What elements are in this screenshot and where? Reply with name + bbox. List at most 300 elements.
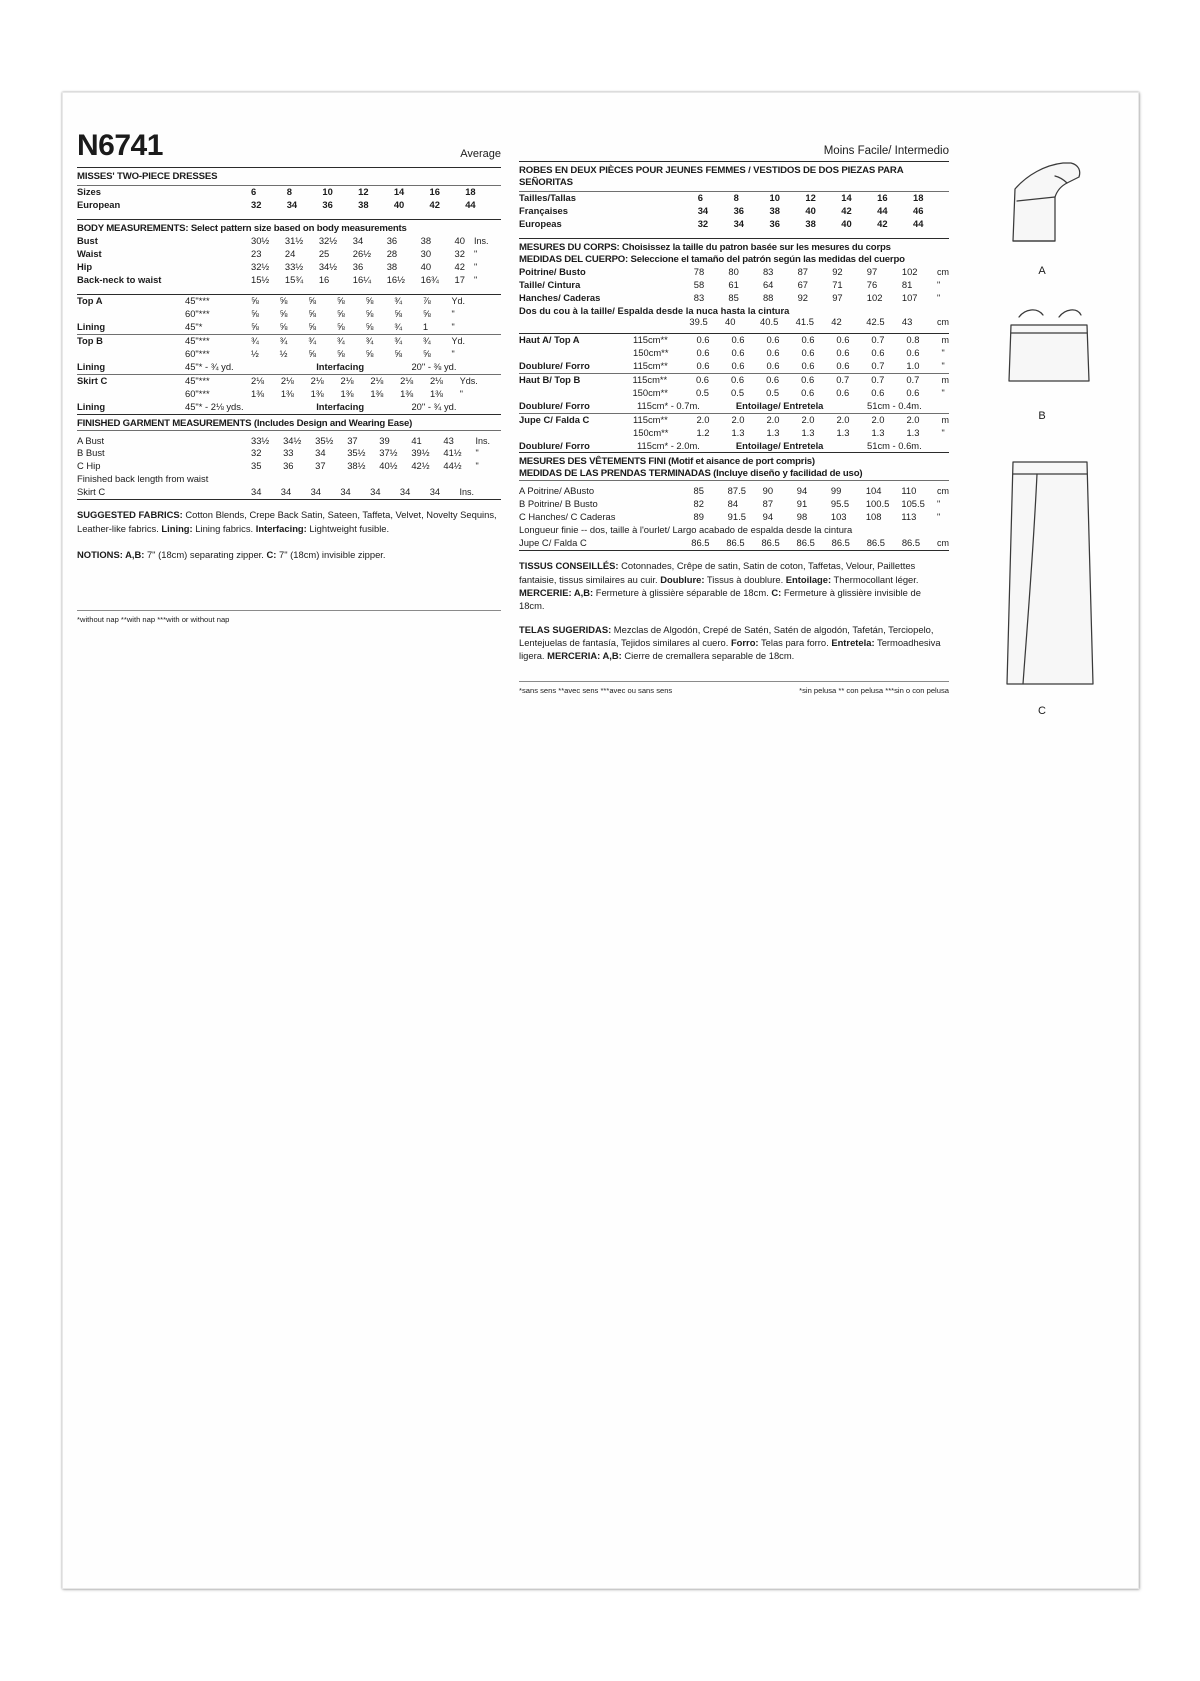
num-cell: 23 — [251, 247, 262, 259]
n2-cell: 36 — [769, 217, 780, 229]
table-row — [519, 387, 949, 400]
num-cell: 36 — [386, 234, 398, 246]
lining-b-row-fr-es — [519, 400, 949, 413]
finished-measurements-title-en: FINISHED GARMENT MEASUREMENTS (Includes Design and Wearing Ease) — [77, 417, 413, 429]
lbl2-cell — [519, 427, 633, 440]
lbl2n-cell: Jupe C/ Falda C — [519, 537, 587, 549]
lbl2-cell: Tailles/Tallas — [519, 191, 576, 203]
n2-cell: 1.3 — [801, 426, 815, 438]
num-cell: ⅝ — [422, 347, 431, 359]
n2-cell: 87 — [762, 498, 774, 510]
lbl-n-cell: A Bust — [77, 434, 105, 446]
n2-cell: 0.6 — [766, 346, 780, 358]
n2-cell: 0.6 — [906, 346, 920, 358]
view-a-label: A — [1038, 265, 1046, 277]
w-cell — [185, 435, 251, 448]
n2-cell: 2.0 — [731, 413, 745, 425]
body-measurements-table-fr-es — [519, 266, 949, 305]
num-cell: 42 — [429, 198, 440, 210]
w-cell — [634, 192, 697, 205]
table-row — [519, 414, 949, 427]
num-cell: 40 — [420, 260, 432, 272]
lining-label-es: Forro: — [730, 637, 759, 649]
table-row — [519, 192, 949, 205]
spacer — [519, 231, 949, 238]
num-cell: 37 — [315, 460, 326, 472]
n2-cell: 38 — [805, 217, 816, 229]
n2-cell: 16 — [877, 191, 888, 203]
n2-cell: 1.3 — [836, 426, 850, 438]
lbl-cell — [77, 308, 185, 321]
table-row — [519, 537, 949, 550]
n2-cell: 0.6 — [871, 346, 885, 358]
num-cell: 34 — [310, 486, 321, 498]
num-cell: 34 — [251, 486, 262, 498]
n2-cell: 0.6 — [766, 333, 780, 345]
difficulty-label-fr-es: Moins Facile/ Intermedio — [823, 145, 949, 157]
num-cell: 2⅛ — [429, 374, 444, 386]
table-row — [77, 308, 501, 321]
n2-cell: 82 — [693, 498, 704, 510]
num-cell: 25 — [318, 247, 330, 259]
unit-cell: Yd. — [451, 335, 465, 346]
notions-text-es: Cierre de cremallera separable de 18cm. — [621, 650, 795, 662]
table-row — [77, 248, 501, 261]
n2-cell: 1.3 — [871, 426, 885, 438]
back-neck-table-fr-es — [519, 316, 949, 329]
n2-cell: 107 — [901, 291, 918, 303]
n2-cell: 0.7 — [871, 373, 885, 385]
num-cell: 43 — [443, 434, 454, 446]
num-cell: 16 — [318, 273, 330, 285]
num-cell: 40½ — [379, 460, 398, 472]
english-column — [77, 131, 501, 717]
unit-cell: Yd. — [451, 295, 465, 306]
view-a-art-block — [967, 153, 1117, 277]
num-cell: 39½ — [411, 447, 430, 459]
notions-label-fr: MERCERIE: A,B: — [519, 587, 594, 598]
n2-cell: 0.6 — [696, 346, 710, 358]
back-length-table-fr-es — [519, 537, 949, 550]
n2-cell: 108 — [865, 511, 882, 523]
num-cell: 32½ — [251, 260, 270, 272]
w-cell: 115cm* - 0.7m. — [637, 399, 700, 411]
num-cell: 38 — [420, 234, 432, 246]
n2-cell: 0.6 — [801, 373, 815, 385]
num-cell: 16¾ — [420, 273, 439, 285]
pattern-title-en: MISSES' TWO-PIECE DRESSES — [77, 171, 218, 182]
n2-cell: 2.0 — [906, 413, 920, 425]
num-cell: 37½ — [379, 447, 398, 459]
n2-cell: 94 — [796, 485, 808, 497]
garment-view-b-icon — [967, 303, 1117, 403]
num-cell: ⅝ — [394, 307, 403, 319]
back-length-table-en — [77, 486, 501, 499]
n2-cell: 42.5 — [866, 315, 885, 327]
n2-cell: 43 — [901, 315, 913, 327]
n2-cell: 14 — [841, 191, 852, 203]
yardage-table-b-en — [77, 335, 501, 361]
lbl2-cell: Doublure/ Forro — [519, 439, 590, 451]
n2-cell: 78 — [693, 265, 705, 277]
n2-cell: 88 — [762, 291, 774, 303]
lbl-cell: Lining — [77, 360, 106, 372]
num-cell: ⅝ — [308, 320, 317, 332]
num-cell: ⅝ — [251, 294, 259, 306]
lining-c-row-en — [77, 401, 501, 414]
num-cell: 1⅜ — [429, 387, 444, 399]
num-cell: 34 — [352, 234, 364, 246]
w-cell — [185, 486, 251, 499]
unit-cell: cm — [937, 316, 949, 327]
table-row — [77, 388, 501, 401]
num-cell: 2⅛ — [310, 374, 324, 386]
n2-cell: 41.5 — [795, 315, 814, 327]
notions-label-c-fr: C: — [771, 587, 782, 598]
n2-cell: 92 — [832, 265, 843, 277]
num-cell: 15½ — [251, 273, 270, 285]
num-cell: 34½ — [283, 434, 302, 446]
interfacing-label-en: Interfacing: — [255, 522, 307, 534]
table-row — [519, 511, 949, 524]
footnotes-fr-es — [519, 686, 949, 696]
num-cell: ¾ — [422, 334, 431, 346]
notions-text-en: 7" (18cm) separating zipper. — [144, 549, 267, 561]
n2-cell: 44 — [877, 204, 888, 216]
num-cell: 16½ — [386, 273, 405, 285]
table-row — [77, 321, 501, 334]
table-row — [77, 199, 501, 212]
lbl2-cell — [519, 347, 633, 360]
lining-row — [77, 401, 501, 414]
n2-cell: 0.7 — [906, 373, 920, 385]
n2-cell: 90 — [762, 485, 774, 497]
num-cell: 35½ — [315, 434, 334, 446]
n2-cell: 86.5 — [831, 537, 850, 549]
table-row — [77, 348, 501, 361]
num-cell: 34 — [315, 447, 326, 459]
n2-cell: 0.6 — [731, 333, 745, 345]
w-cell: 115cm** — [632, 373, 668, 385]
lbl-cell — [77, 388, 185, 401]
num-cell: 42 — [454, 260, 465, 272]
unit-cell: " — [473, 248, 478, 259]
unit-cell: " — [451, 348, 455, 359]
lining-text-fr: Tissus à doublure. — [704, 573, 786, 585]
suggested-fabrics-en — [77, 508, 501, 535]
lining-label-en: Lining: — [161, 522, 193, 534]
n2-cell: 83 — [693, 291, 705, 303]
num-cell: 39 — [379, 434, 390, 446]
w-cell: 45"*** — [185, 334, 210, 346]
n2-cell: 0.7 — [871, 333, 885, 345]
unit-cell: Ins. — [473, 235, 489, 246]
num-cell: ⅝ — [279, 294, 288, 306]
lbl-cell: Hip — [77, 260, 93, 272]
w-cell: 150cm** — [633, 346, 669, 358]
footnotes-es: *sin pelusa ** con pelusa ***sin o con pelusa — [799, 685, 949, 695]
table-row — [77, 274, 501, 287]
suggested-fabrics-fr — [519, 559, 949, 612]
num-cell: ¾ — [365, 334, 374, 346]
n2-cell: 71 — [832, 278, 843, 290]
num-cell: ⅝ — [336, 320, 345, 332]
unit-cell: " — [475, 461, 479, 472]
interfacing-label-es: Entretela: — [831, 637, 875, 649]
num-cell: Entoilage/ Entretela — [735, 399, 824, 411]
lbl2n-cell: C Hanches/ C Caderas — [519, 511, 616, 523]
lbl-cell: Skirt C — [77, 374, 108, 386]
n2-cell: 87.5 — [727, 485, 746, 497]
lbl-cell: Top B — [77, 334, 103, 346]
num-cell: 38 — [386, 260, 398, 272]
finished-measurements-title-es: MEDIDAS DE LAS PRENDAS TERMINADAS (Incluye diseño y facilidad de uso) — [519, 468, 863, 480]
num-cell: 10 — [322, 185, 333, 197]
table-row — [77, 460, 501, 473]
n2-cell: 10 — [769, 191, 780, 203]
num-cell: ⅞ — [422, 294, 431, 306]
w-cell: 150cm** — [632, 386, 668, 398]
num-cell: 32½ — [318, 234, 338, 246]
table-row — [77, 235, 501, 248]
divider — [77, 610, 501, 611]
n2-cell: 42 — [831, 315, 842, 327]
table-row — [519, 334, 949, 347]
n2-cell: 40 — [841, 217, 852, 229]
yardage-table-en — [77, 295, 501, 334]
n2-cell: 85 — [693, 485, 704, 497]
notions-label-es: MERCERIA: A,B: — [547, 650, 622, 662]
n2-cell: 39.5 — [689, 315, 708, 327]
n2-cell: 42 — [841, 204, 852, 216]
notions-text-c-fr: Fermeture à glissière invisible de 18cm. — [519, 587, 921, 612]
n2-cell: 34 — [733, 217, 745, 229]
n2-cell: 0.5 — [766, 386, 780, 398]
w-cell — [185, 186, 251, 199]
w-cell — [634, 292, 694, 305]
n2-cell: 12 — [805, 191, 816, 203]
w-cell: 60"*** — [185, 347, 210, 359]
num-cell: 33½ — [251, 434, 270, 446]
table-row — [519, 427, 949, 440]
n2-cell: 44 — [913, 217, 924, 229]
num-cell: 33 — [283, 447, 294, 459]
num-cell: 12 — [358, 185, 369, 197]
lining-b-row-en — [77, 361, 501, 374]
unit-cell: " — [941, 427, 945, 438]
w-cell: 115cm** — [633, 413, 668, 425]
table-row — [77, 447, 501, 460]
num-cell: Interfacing — [316, 400, 365, 412]
w-cell: 45"* - 2⅛ yds. — [185, 400, 244, 412]
table-row — [77, 295, 501, 308]
w-cell — [185, 261, 251, 274]
num-cell: 2⅛ — [370, 374, 384, 386]
spacer — [519, 663, 949, 681]
n2-cell: 80 — [728, 265, 739, 277]
table-row — [519, 316, 949, 329]
n2-cell: 0.6 — [695, 373, 710, 385]
num-cell: 30 — [420, 247, 432, 259]
n2-cell: 0.6 — [731, 359, 745, 371]
num-cell: 38½ — [347, 460, 366, 472]
w-cell — [185, 235, 251, 248]
table-row — [519, 292, 949, 305]
n2-cell: 2.0 — [801, 413, 815, 425]
n2-cell: 0.6 — [801, 333, 815, 345]
table-row — [77, 435, 501, 448]
num-cell: 44 — [465, 198, 476, 210]
num-cell: ¾ — [308, 334, 317, 346]
n2-cell: 1.2 — [696, 426, 710, 438]
lbl-cell: Lining — [77, 320, 106, 332]
n2-cell: 95.5 — [830, 498, 850, 510]
fabrics-text-fr: Cotonnades, Crêpe de satin, Satin de coton, Taffetas, Velour, Paillettes fantaisie, tissus similaires au cuir. — [519, 560, 916, 585]
n2-cell: 40 — [805, 204, 816, 216]
num-cell: ½ — [279, 347, 288, 359]
table-row — [519, 205, 949, 218]
unit-cell: m — [941, 374, 949, 385]
divider — [519, 681, 949, 682]
unit-cell: " — [459, 388, 463, 399]
finished-measurements-title-fr: MESURES DES VÊTEMENTS FINI (Motif et aisance de port compris) — [519, 456, 815, 468]
w-cell: 60"*** — [185, 387, 210, 399]
w-cell — [635, 498, 694, 511]
w-cell — [185, 274, 251, 287]
num-cell: 35 — [251, 460, 262, 472]
num-cell: 20" - ⅜ yd. — [411, 360, 457, 372]
lbl2-cell: Taille/ Cintura — [519, 278, 581, 290]
unit-cell: " — [473, 261, 478, 272]
num-cell: ¾ — [394, 334, 403, 346]
num-cell: 1⅜ — [251, 387, 265, 399]
w-cell — [634, 218, 697, 231]
n2-cell: 86.5 — [726, 537, 745, 549]
unit-cell: cm — [937, 538, 949, 549]
n2-cell: 0.6 — [836, 346, 850, 358]
suggested-fabrics-es — [519, 623, 949, 663]
num-cell: ⅝ — [336, 307, 345, 319]
lbl2-cell: Françaises — [519, 204, 568, 216]
lbl-cell — [77, 348, 185, 361]
w-cell: 115cm** — [633, 333, 668, 345]
num-cell: 1⅜ — [340, 387, 354, 399]
unit-cell: " — [451, 321, 455, 332]
french-spanish-column — [519, 131, 949, 717]
n2-cell: 40 — [725, 315, 736, 327]
lbl2-cell: Doublure/ Forro — [519, 399, 590, 411]
n2-cell: 81 — [901, 278, 913, 290]
n2-cell: 0.6 — [801, 346, 815, 358]
table-row — [519, 347, 949, 360]
n2-cell: 1.0 — [906, 359, 920, 371]
notions-text-fr: Fermeture à glissière séparable de 18cm. — [593, 587, 772, 598]
table-row — [519, 498, 949, 511]
n2-cell: 100.5 — [865, 498, 890, 510]
w-cell: 45"* — [185, 320, 203, 332]
footnotes-en: *without nap **with nap ***with or without nap — [77, 615, 230, 625]
num-cell: 36 — [283, 460, 294, 472]
n2-cell: 102 — [901, 265, 918, 277]
num-cell: 1 — [422, 320, 429, 332]
footnotes-fr: *sans sens **avec sens ***avec ou sans sens — [519, 685, 673, 695]
w-cell: 45"*** — [185, 374, 210, 386]
n2-cell: 34 — [697, 204, 709, 216]
spacer — [77, 212, 501, 219]
w-cell: 115cm** — [633, 359, 668, 371]
skirt-table-fr-es — [519, 414, 949, 440]
n2-cell: 0.6 — [801, 359, 815, 371]
n2-cell: 110 — [901, 485, 917, 497]
lbl-n-cell: C Hip — [77, 460, 101, 472]
num-cell: Interfacing — [316, 360, 365, 372]
num-cell: ⅝ — [365, 294, 374, 306]
n2-cell: 0.6 — [731, 373, 745, 385]
num-cell: ¾ — [279, 334, 288, 346]
w-cell: 60"*** — [185, 307, 210, 319]
num-cell: ½ — [251, 347, 259, 359]
table-row — [77, 335, 501, 348]
num-cell: 1⅜ — [370, 387, 384, 399]
n2-cell: 0.6 — [766, 373, 780, 385]
unit-cell: " — [475, 448, 479, 459]
notions-label-c-en: C: — [266, 549, 277, 561]
num-cell: ⅝ — [251, 307, 259, 319]
pattern-envelope-back — [62, 92, 1139, 1589]
n2-cell: 102 — [866, 291, 883, 303]
num-cell: ⅝ — [365, 320, 374, 332]
num-cell: 32 — [251, 447, 262, 459]
num-cell: 34 — [399, 486, 411, 498]
n2-cell: 18 — [913, 191, 924, 203]
table-row — [519, 360, 949, 373]
num-cell: 34 — [280, 486, 292, 498]
interfacing-text-fr: Thermocollant léger. — [831, 573, 919, 585]
num-cell: 2⅛ — [400, 374, 414, 386]
n2-cell: 0.6 — [696, 333, 710, 345]
finished-measurements-table-fr-es — [519, 485, 949, 524]
num-cell: 44½ — [443, 460, 462, 472]
n2-cell: 113 — [901, 511, 917, 523]
num-cell: 2⅛ — [280, 374, 294, 386]
num-cell: 30½ — [251, 234, 270, 246]
n2-cell: 0.6 — [766, 359, 780, 371]
table-row — [77, 186, 501, 199]
body-measurements-title-es: MEDIDAS DEL CUERPO: Seleccione el tamaño del patrón según las medidas del cuerpo — [519, 253, 905, 265]
n2-cell: 87 — [797, 265, 809, 277]
back-length-note-fr-es: Longueur finie -- dos, taille à l'ourlet/ Largo acabado de espalda desde la cintura — [519, 524, 853, 536]
n2-cell: 2.0 — [696, 413, 710, 425]
n2-cell: 86.5 — [691, 537, 710, 549]
n2-cell: 86.5 — [901, 537, 921, 549]
num-cell: 8 — [286, 185, 292, 197]
body-measurements-title-fr: MESURES DU CORPS: Choisissez la taille du patron basée sur les mesures du corps — [519, 241, 891, 253]
lbl2-cell: Poitrine/ Busto — [519, 265, 586, 277]
n2-cell: 0.6 — [696, 359, 710, 371]
num-cell: ⅝ — [336, 294, 345, 306]
lbl-cell: European — [77, 198, 121, 210]
num-cell: 37 — [347, 434, 358, 446]
lining-row — [519, 400, 949, 413]
num-cell: 18 — [465, 185, 476, 197]
num-cell: 20" - ¾ yd. — [411, 400, 457, 412]
skirt-table-en — [77, 375, 501, 401]
spacer — [77, 287, 501, 294]
lbl-n-cell: B Bust — [77, 447, 105, 459]
interfacing-label-fr: Entoilage: — [785, 573, 832, 585]
body-measurements-table-en — [77, 235, 501, 287]
unit-cell: " — [473, 274, 478, 285]
